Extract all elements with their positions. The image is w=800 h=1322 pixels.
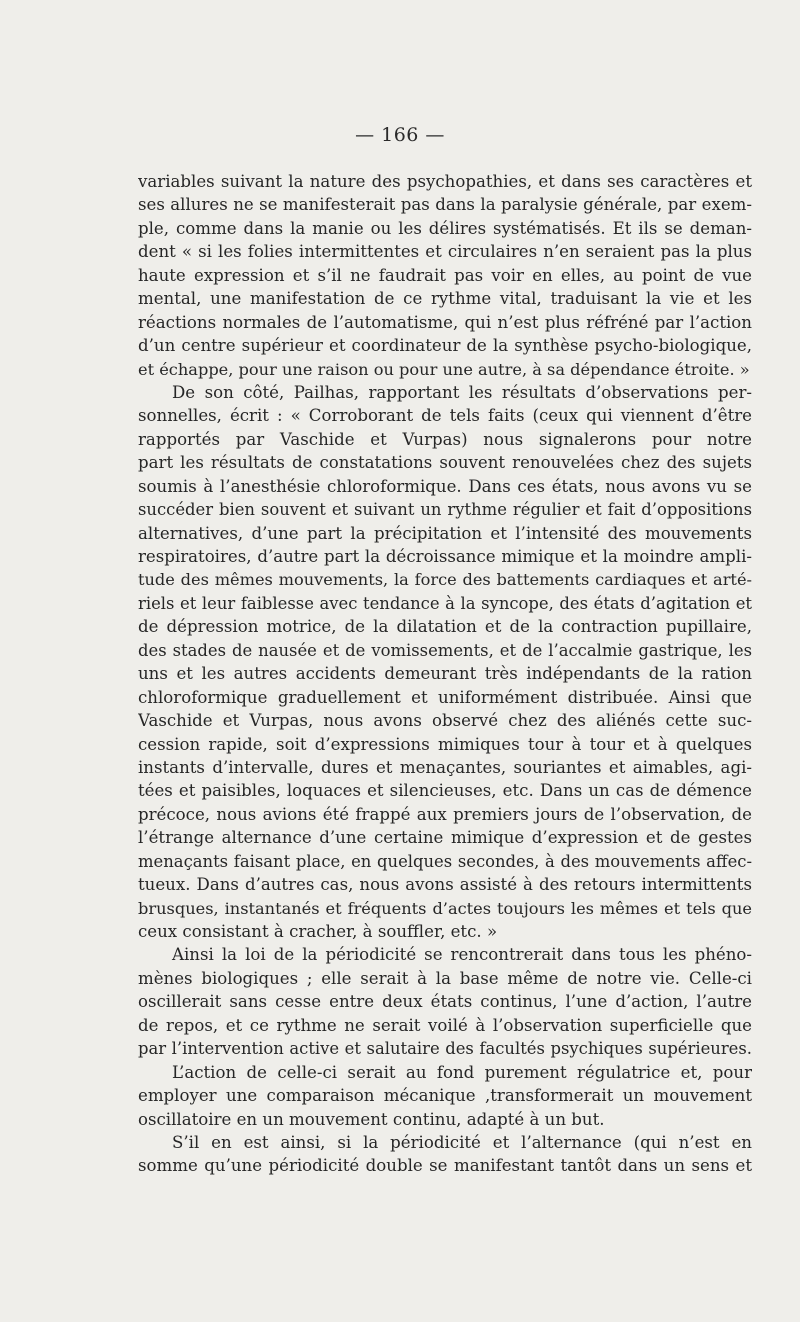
text-line: instants d’intervalle, dures et menaçantes, souriantes et aimables, agi- (138, 757, 752, 777)
text-line: soumis à l’anesthésie chloroformique. Dans ces états, nous avons vu se (138, 476, 752, 496)
text-line: L’action de celle-ci serait au fond purement régulatrice et, pour (172, 1062, 752, 1082)
text-line: variables suivant la nature des psychopathies, et dans ses caractères et (138, 172, 752, 191)
text-line: et échappe, pour une raison ou pour une autre, à sa dépendance étroite. » (138, 359, 750, 379)
text-line: succéder bien souvent et suivant un rythme régulier et fait d’oppositions (138, 500, 752, 520)
body-text (138, 170, 752, 1178)
text-line: De son côté, Pailhas, rapportant les résultats d’observations per- (172, 382, 752, 402)
text-line: de dépression motrice, de la dilatation et de la contraction pupillaire, (138, 617, 752, 637)
text-line: mental, une manifestation de ce rythme vital, traduisant la vie et les (138, 289, 752, 309)
text-line: oscillerait sans cesse entre deux états continus, l’une d’action, l’autre (138, 992, 752, 1012)
text-line: respiratoires, d’autre part la décroissance mimique et la moindre ampli- (138, 547, 752, 566)
text-line: ple, comme dans la manie ou les délires systématisés. Et ils se deman- (138, 218, 752, 238)
text-line: précoce, nous avions été frappé aux premiers jours de l’observation, de (138, 804, 752, 824)
text-line: alternatives, d’une part la précipitation et l’intensité des mouvements (138, 523, 752, 543)
text-line: ses allures ne se manifesterait pas dans la paralysie générale, par exem- (138, 195, 752, 215)
text-line: d’un centre supérieur et coordinateur de la synthèse psycho-biologique, (138, 336, 752, 356)
text-line: brusques, instantanés et fréquents d’actes toujours les mêmes et tels que (138, 898, 752, 918)
text-line: uns et les autres accidents demeurant très indépendants de la ration (138, 664, 752, 684)
text-line: employer une comparaison mécanique ,transformerait un mouvement (138, 1086, 752, 1106)
text-line: Vaschide et Vurpas, nous avons observé chez des aliénés cette suc- (138, 711, 752, 731)
text-line: des stades de nausée et de vomissements, et de l’accalmie gastrique, les (138, 640, 752, 660)
text-line: tées et paisibles, loquaces et silencieuses, etc. Dans un cas de démence (138, 781, 752, 801)
text-line: par l’intervention active et salutaire des facultés psychiques supérieures. (138, 1039, 752, 1059)
text-line: oscillatoire en un mouvement continu, adapté à un but. (138, 1109, 605, 1129)
text-line: part les résultats de constatations souvent renouvelées chez des sujets (138, 453, 752, 473)
text-line: tueux. Dans d’autres cas, nous avons assisté à des retours intermittents (138, 875, 752, 895)
text-line: mènes biologiques ; elle serait à la base même de notre vie. Celle-ci (138, 968, 752, 988)
text-line: chloroformique graduellement et uniformément distribuée. Ainsi que (138, 687, 752, 707)
text-line: sonnelles, écrit : « Corroborant de tels faits (ceux qui viennent d’être (138, 406, 752, 426)
page-number: — 166 — (355, 124, 445, 146)
text-line: réactions normales de l’automatisme, qui n’est plus réfréné par l’action (138, 312, 752, 332)
text-line: l’étrange alternance d’une certaine mimique d’expression et de gestes (138, 828, 752, 848)
text-line: S’il en est ainsi, si la périodicité et l’alternance (qui n’est en (172, 1132, 752, 1152)
text-line: cession rapide, soit d’expressions mimiques tour à tour et à quelques (138, 734, 752, 754)
text-line: menaçants faisant place, en quelques secondes, à des mouvements affec- (138, 851, 752, 871)
text-line: somme qu’une périodicité double se manifestant tantôt dans un sens et (138, 1156, 752, 1176)
text-line: rapportés par Vaschide et Vurpas) nous signalerons pour notre (138, 429, 752, 449)
text-line: de repos, et ce rythme ne serait voilé à l’observation superficielle que (138, 1015, 752, 1035)
text-line: riels et leur faiblesse avec tendance à la syncope, des états d’agitation et (138, 593, 752, 613)
text-line: dent « si les folies intermittentes et circulaires n’en seraient pas la plus (138, 242, 752, 262)
text-line: Ainsi la loi de la périodicité se rencontrerait dans tous les phéno- (172, 945, 752, 965)
text-line: haute expression et s’il ne faudrait pas voir en elles, au point de vue (138, 265, 752, 285)
text-line: tude des mêmes mouvements, la force des battements cardiaques et arté- (138, 570, 752, 590)
text-line: ceux consistant à cracher, à souffler, etc. » (138, 922, 498, 941)
